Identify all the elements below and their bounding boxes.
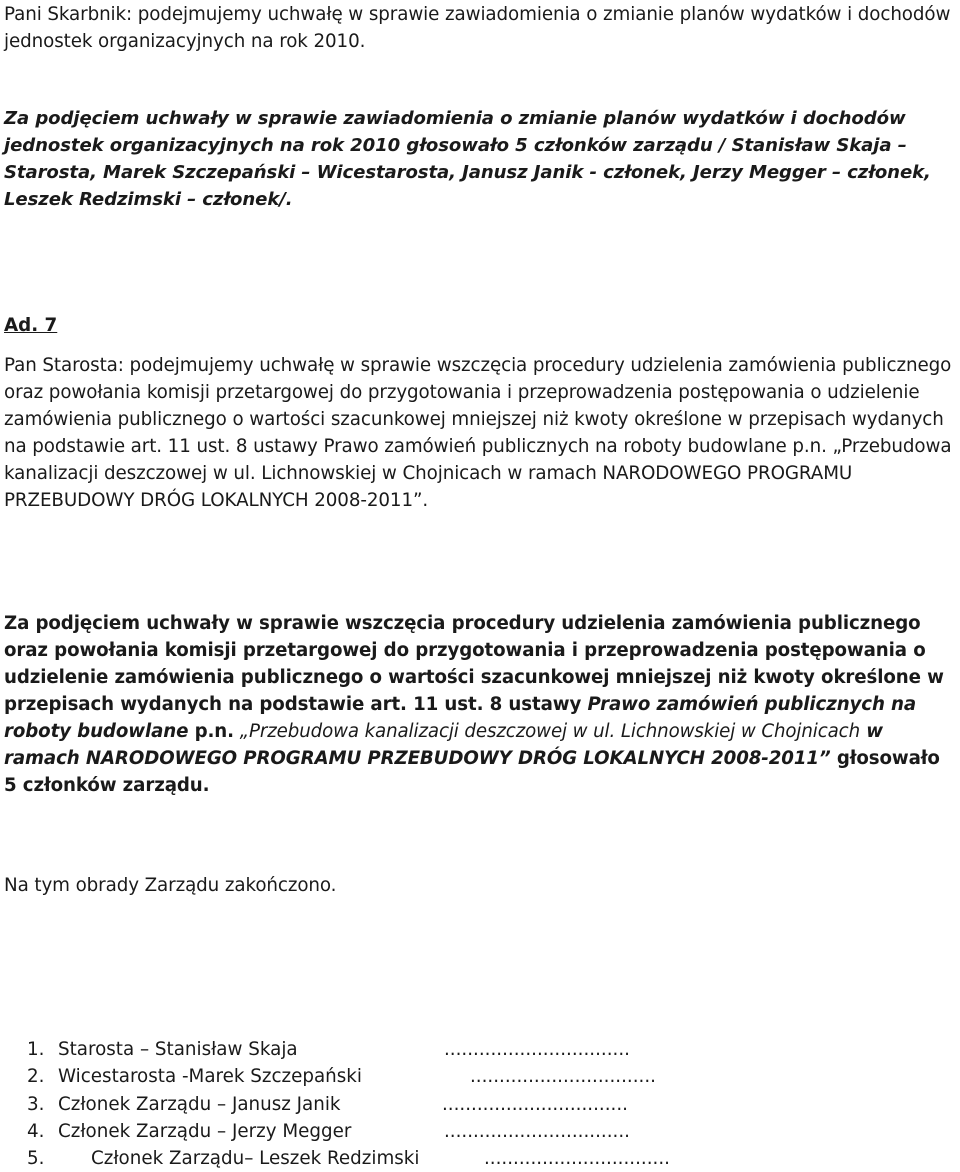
signature-list <box>0 1036 960 1172</box>
signature-number: 4. <box>27 1120 45 1142</box>
vote-result-paragraph-1: Za podjęciem uchwały w sprawie zawiadomienia o zmianie planów wydatków i dochodów jednostek organizacyjnych na rok 2010 głosowało 5 członków zarządu / Stanisław Skaja – Starosta, Marek Szczepański – Wicestarosta, Janusz Janik - członek, Jerzy Megger – członek, Leszek Redzimski – członek/. <box>4 108 931 210</box>
agenda-item-body: Pan Starosta: podejmujemy uchwałę w sprawie wszczęcia procedury udzielenia zamówienia publicznego oraz powołania komisji przetargowej do przygotowania i przeprowadzenia postępowania o udzielenie zamówienia publicznego o wartości szacunkowej mniejszej niż kwoty określone w przepisach wydanych na podstawie art. 11 ust. 8 ustawy Prawo zamówień publicznych na roboty budowlane p.n. „Przebudowa kanalizacji deszczowej w ul. Lichnowskiej w Chojnicach w ramach NARODOWEGO PROGRAMU PRZEBUDOWY DRÓG LOKALNYCH 2008-2011”. <box>4 355 952 511</box>
signature-dots: ................................ <box>444 1120 630 1142</box>
signature-number: 1. <box>27 1039 45 1060</box>
signature-name: Wicestarosta -Marek Szczepański <box>58 1066 362 1088</box>
signature-dots: ................................ <box>484 1148 670 1170</box>
signature-row <box>0 1118 960 1145</box>
signature-dots: ................................ <box>470 1066 656 1088</box>
result2-pn-text: p.n. <box>188 721 234 742</box>
signature-name: Członek Zarządu – Jerzy Megger <box>58 1120 352 1142</box>
result2-italic-text: „Przebudowa kanalizacji deszczowej w ul. Lichnowskiej w Chojnicach <box>233 721 861 742</box>
signature-name: Członek Zarządu – Janusz Janik <box>58 1093 341 1115</box>
agenda-item-heading: Ad. 7 <box>4 315 58 336</box>
result2-bold-text: Za podjęciem uchwały w sprawie wszczęcia procedury udzielenia zamówienia publicznego oraz powołania komisji przetargowej do przygotowania i przeprowadzenia postępowania o udzielenie zamówienia publicznego o wartości szacunkowej mniejszej niż kwoty określone w przepisach wydanych na podstawie art. 11 ust. 8 ustawy <box>4 613 944 715</box>
signature-name: Członek Zarządu– Leszek Redzimski <box>91 1148 420 1170</box>
intro-paragraph: Pani Skarbnik: podejmujemy uchwałę w sprawie zawiadomienia o zmianie planów wydatków i dochodów jednostek organizacyjnych na rok 2010. <box>4 4 951 52</box>
signature-row <box>0 1091 960 1118</box>
result2-bold-italic-text-2: w ramach NARODOWEGO PROGRAMU PRZEBUDOWY DRÓG LOKALNYCH 2008-2011” <box>4 721 883 769</box>
signature-dots: ................................ <box>442 1093 628 1115</box>
signature-name: Starosta – Stanisław Skaja <box>58 1039 298 1060</box>
signature-number: 3. <box>27 1093 45 1115</box>
signature-row <box>0 1036 960 1063</box>
result2-end-text: głosowało 5 członków zarządu. <box>4 748 940 796</box>
closing-paragraph: Na tym obrady Zarządu zakończono. <box>4 875 337 896</box>
vote-result-paragraph-2 <box>4 610 956 799</box>
result2-bold-italic-text: Prawo zamówień publicznych na roboty budowlane <box>4 694 917 742</box>
signature-dots: ................................ <box>444 1039 630 1060</box>
signature-row <box>0 1063 960 1090</box>
signature-number: 2. <box>27 1066 45 1088</box>
signature-number: 5. <box>27 1148 45 1170</box>
